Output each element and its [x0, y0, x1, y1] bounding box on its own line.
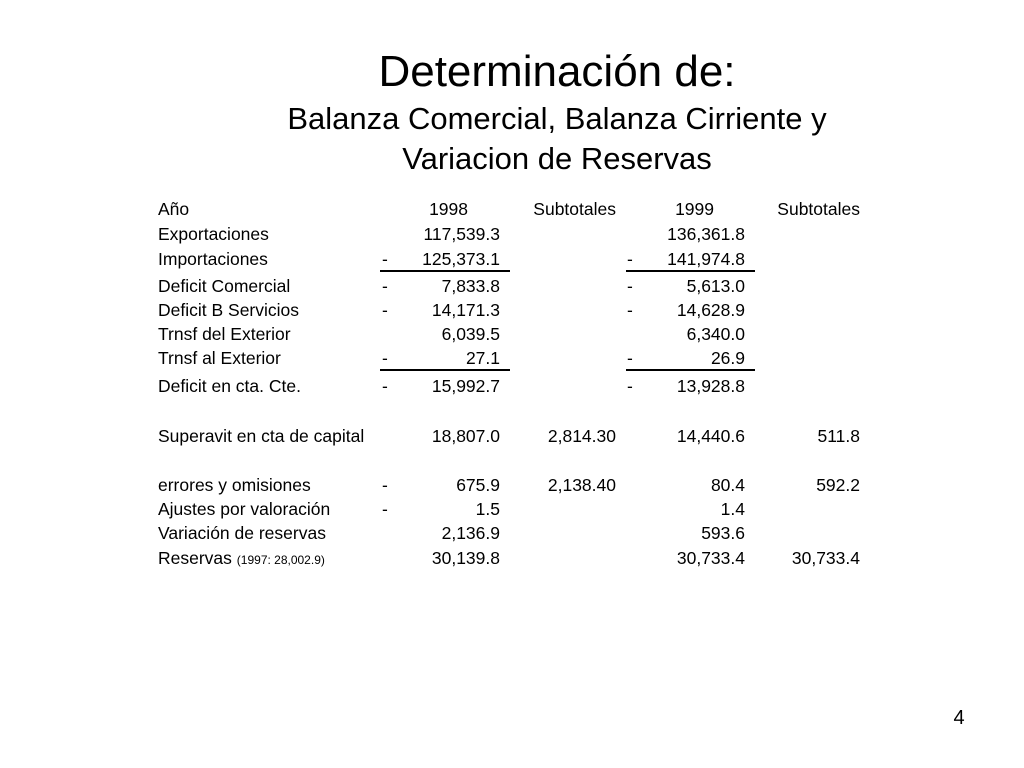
- row-label: Deficit en cta. Cte.: [158, 376, 301, 396]
- value-1999: 14,440.6: [676, 426, 745, 446]
- value-1998: 117,539.3: [423, 224, 500, 244]
- header-year-label: Año: [158, 199, 190, 219]
- header-subtotals-1998: Subtotales: [533, 199, 616, 219]
- table-row: [0, 247, 1024, 272]
- sign-1998: -: [382, 499, 388, 519]
- value-1999: 136,361.8: [667, 224, 745, 244]
- table-row: [0, 473, 1024, 498]
- sign-1999: -: [627, 249, 633, 269]
- value-1999: 5,613.0: [686, 276, 745, 296]
- sign-1999: -: [627, 276, 633, 296]
- table-row: [0, 274, 1024, 299]
- row-label: Exportaciones: [158, 224, 269, 244]
- row-label-note: (1997: 28,002.9): [236, 553, 325, 567]
- sign-1999: -: [627, 376, 633, 396]
- sign-1998: -: [382, 276, 388, 296]
- sign-1998: -: [382, 300, 388, 320]
- row-label: Superavit en cta de capital: [158, 426, 365, 446]
- value-1998: 1.5: [475, 499, 500, 519]
- value-1999: 6,340.0: [686, 324, 745, 344]
- table-row: [0, 222, 1024, 247]
- value-1999: 26.9: [710, 348, 745, 368]
- row-label-text: Reservas: [158, 548, 232, 568]
- table-row: [0, 346, 1024, 371]
- table-row: [0, 546, 1024, 571]
- row-label: errores y omisiones: [158, 475, 311, 495]
- table-row: [0, 424, 1024, 449]
- value-1999: 1.4: [720, 499, 745, 519]
- table-row: [0, 521, 1024, 546]
- value-1998: 14,171.3: [431, 300, 500, 320]
- table-row: [0, 374, 1024, 399]
- slide-subtitle-line-2: Variacion de Reservas: [402, 141, 712, 176]
- row-label: Importaciones: [158, 249, 268, 269]
- sign-1998: -: [382, 475, 388, 495]
- value-1998: 125,373.1: [422, 249, 500, 269]
- sign-1999: -: [627, 300, 633, 320]
- sign-1998: -: [382, 249, 388, 269]
- sign-1998: -: [382, 376, 388, 396]
- row-label: Trnsf al Exterior: [158, 348, 281, 368]
- table-row: [0, 322, 1024, 347]
- header-1998: 1998: [429, 199, 468, 219]
- row-label: [158, 546, 380, 573]
- sign-1999: -: [627, 348, 633, 368]
- value-1998: 7,833.8: [441, 276, 500, 296]
- value-1998: 6,039.5: [441, 324, 500, 344]
- header-1999: 1999: [675, 199, 714, 219]
- table-row: [0, 298, 1024, 323]
- subtotal-rule-1998: [380, 270, 510, 272]
- row-label: Deficit Comercial: [158, 276, 291, 296]
- value-1998: 18,807.0: [431, 426, 500, 446]
- subtotal-rule-1999: [626, 270, 755, 272]
- subtotal-rule-1998: [380, 369, 510, 371]
- subtotal-1999: 592.2: [816, 475, 860, 495]
- subtotal-1998: 2,814.30: [547, 426, 616, 446]
- sign-1998: -: [382, 348, 388, 368]
- value-1999: 30,733.4: [676, 548, 745, 568]
- value-1998: 27.1: [465, 348, 500, 368]
- row-label: Variación de reservas: [158, 523, 326, 543]
- slide-subtitle-line-1: Balanza Comercial, Balanza Cirriente y: [287, 101, 827, 136]
- subtotal-1999: 30,733.4: [791, 548, 860, 568]
- slide-title: Determinación de:: [378, 47, 736, 96]
- subtotal-1998: 2,138.40: [547, 475, 616, 495]
- header-subtotals-1999: Subtotales: [777, 199, 860, 219]
- row-label: Deficit B Servicios: [158, 300, 300, 320]
- table-header-row: [0, 197, 1024, 222]
- value-1999: 14,628.9: [676, 300, 745, 320]
- page-number: 4: [953, 707, 965, 729]
- row-label: Ajustes por valoración: [158, 499, 331, 519]
- table-row: [0, 497, 1024, 522]
- value-1998: 30,139.8: [431, 548, 500, 568]
- value-1999: 80.4: [710, 475, 745, 495]
- subtotal-1999: 511.8: [817, 426, 860, 446]
- value-1998: 15,992.7: [431, 376, 500, 396]
- value-1998: 675.9: [456, 475, 500, 495]
- row-label: Trnsf del Exterior: [158, 324, 291, 344]
- value-1998: 2,136.9: [441, 523, 500, 543]
- subtotal-rule-1999: [626, 369, 755, 371]
- value-1999: 141,974.8: [667, 249, 745, 269]
- value-1999: 593.6: [701, 523, 745, 543]
- value-1999: 13,928.8: [676, 376, 745, 396]
